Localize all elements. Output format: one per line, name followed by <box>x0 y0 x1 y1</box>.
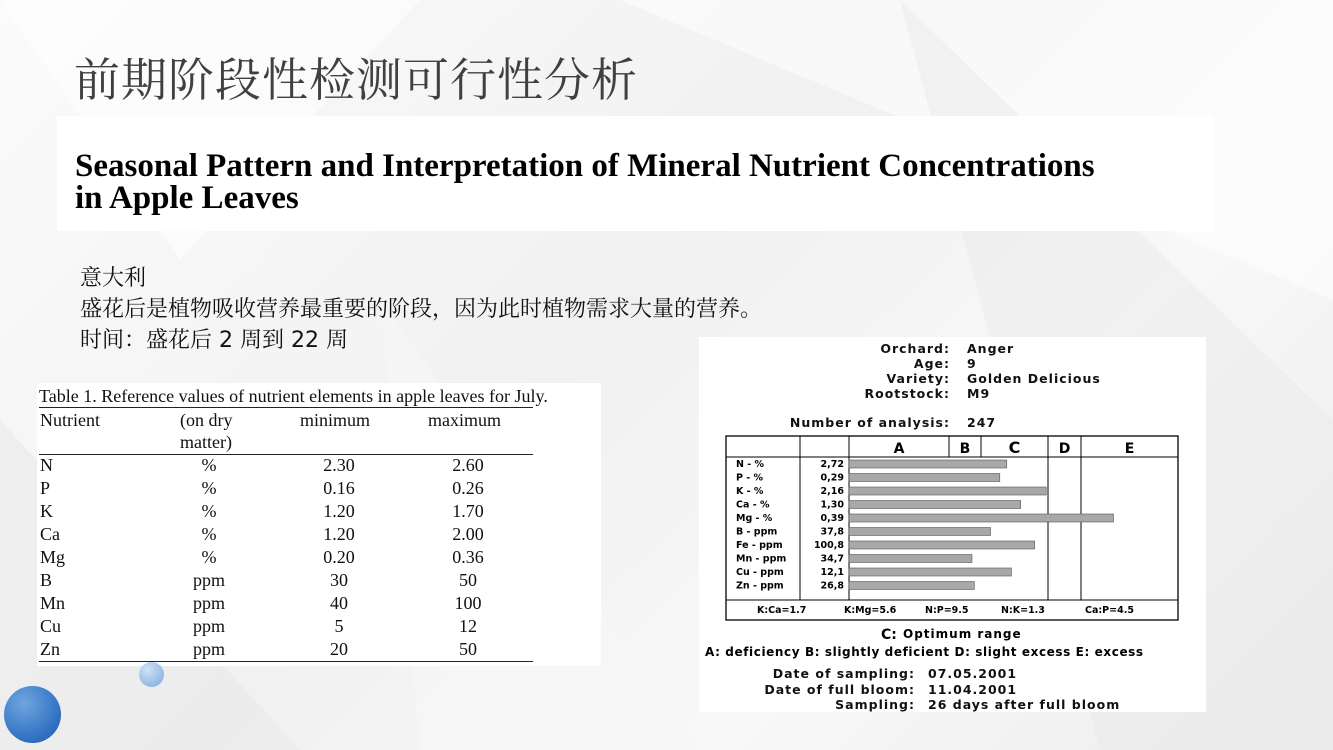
nutrient-value-label: 26,8 <box>820 580 844 592</box>
nutrient-bar <box>849 528 991 536</box>
header-unit-line-1: (on dry <box>180 410 233 430</box>
nutrient-value-label: 2,72 <box>820 459 844 470</box>
header-minimum: minimum <box>300 410 371 430</box>
intro-country: 意大利 <box>80 266 147 291</box>
slide-title: 前期阶段性检测可行性分析 <box>74 53 638 107</box>
cell-nutrient: Mn <box>40 593 66 613</box>
nutrient-value-label: 1,30 <box>820 499 844 511</box>
cell-unit: ppm <box>192 639 226 659</box>
cell-maximum: 2.60 <box>452 455 484 475</box>
nutrient-value-label: 100,8 <box>813 540 844 551</box>
nutrient-label: K - % <box>736 486 764 497</box>
ratio-label: N:K=1.3 <box>1001 605 1045 616</box>
leaf-analysis-chart <box>699 337 1206 712</box>
intro-text <box>80 263 762 356</box>
ratio-label: N:P=9.5 <box>925 605 969 616</box>
cell-maximum: 12 <box>459 616 477 636</box>
table-rule-bottom <box>39 661 533 662</box>
nutrient-bar <box>849 582 974 590</box>
age-label: Age: <box>913 356 950 371</box>
sampling-value: 26 days after full bloom <box>928 697 1121 712</box>
zone-label: D <box>1058 441 1071 457</box>
cell-maximum: 0.36 <box>452 547 484 567</box>
nutrient-value-label: 34,7 <box>820 553 844 565</box>
cell-minimum: 30 <box>330 570 348 590</box>
table-rule-top <box>39 407 533 408</box>
nutrient-label: Zn - ppm <box>736 580 784 592</box>
cell-maximum: 0.26 <box>452 478 484 498</box>
cell-nutrient: Zn <box>40 639 60 659</box>
cell-maximum: 50 <box>459 570 477 590</box>
cell-maximum: 1.70 <box>452 501 484 521</box>
zone-label: E <box>1124 441 1135 457</box>
cell-nutrient: Cu <box>40 616 62 636</box>
cell-unit: % <box>201 478 217 498</box>
cell-nutrient: Mg <box>40 547 66 567</box>
cell-unit: ppm <box>192 570 226 590</box>
rootstock-value: M9 <box>967 386 991 401</box>
ratio-label: K:Ca=1.7 <box>757 605 807 616</box>
nutrient-label: Fe - ppm <box>736 540 783 551</box>
nutrient-bar <box>849 555 972 563</box>
cell-minimum: 2.30 <box>323 455 355 475</box>
cell-minimum: 5 <box>334 616 344 636</box>
table-caption: Table 1. Reference values of nutrient elements in apple leaves for July. <box>39 386 548 406</box>
intro-description: 盛花后是植物吸收营养最重要的阶段，因为此时植物需求大量的营养。 <box>80 297 763 322</box>
nutrient-bar <box>849 501 1021 509</box>
nutrient-bar <box>849 460 1007 468</box>
nutrient-value-label: 12,1 <box>820 567 844 578</box>
zone-label: B <box>959 441 971 457</box>
cell-nutrient: K <box>40 501 53 521</box>
cell-minimum: 0.16 <box>323 478 355 498</box>
nutrient-value-label: 2,16 <box>820 486 844 497</box>
cell-unit: % <box>201 524 217 544</box>
zone-label: A <box>893 441 905 457</box>
sampling-date-label: Date of sampling: <box>772 666 915 681</box>
ratio-label: K:Mg=5.6 <box>844 605 897 616</box>
cell-nutrient: P <box>40 478 51 498</box>
paper-title-line-1: Seasonal Pattern and Interpretation of Mineral Nutrient Concentrations <box>75 148 1095 184</box>
nutrient-bar <box>849 474 1000 482</box>
nutrient-bar <box>849 568 1011 576</box>
cell-nutrient: B <box>40 570 53 590</box>
variety-label: Variety: <box>886 371 950 386</box>
cell-nutrient: Ca <box>40 524 60 544</box>
nutrient-label: P - % <box>736 472 764 484</box>
zone-label: C <box>1008 438 1021 457</box>
header-unit-line-2: matter) <box>180 432 232 452</box>
nutrient-value-label: 0,29 <box>820 472 844 484</box>
decorative-circle-large <box>4 686 61 743</box>
reference-table <box>37 383 601 666</box>
variety-value: Golden Delicious <box>967 371 1101 386</box>
age-value: 9 <box>967 356 977 371</box>
sampling-label: Sampling: <box>835 697 915 712</box>
nutrient-label: Mg - % <box>736 513 773 524</box>
paper-title <box>75 150 1205 214</box>
cell-minimum: 20 <box>330 639 348 659</box>
nutrient-label: Mn - ppm <box>736 553 787 565</box>
cell-unit: % <box>201 455 217 475</box>
nutrient-bar <box>849 514 1113 522</box>
cell-minimum: 0.20 <box>323 547 355 567</box>
nutrient-label: Cu - ppm <box>736 567 784 578</box>
cell-minimum: 1.20 <box>323 501 355 521</box>
nutrient-label: B - ppm <box>736 526 778 538</box>
analysis-count-label: Number of analysis: <box>789 415 950 430</box>
nutrient-value-label: 0,39 <box>820 513 844 524</box>
nutrient-bar <box>849 487 1046 495</box>
header-nutrient: Nutrient <box>40 410 100 430</box>
analysis-count-value: 247 <box>967 415 997 430</box>
intro-time-range: 时间：盛花后 2 周到 22 周 <box>80 328 348 353</box>
paper-title-box <box>57 116 1214 231</box>
decorative-circle-small <box>139 662 164 687</box>
cell-unit: % <box>201 501 217 521</box>
nutrient-bar <box>849 541 1035 549</box>
cell-nutrient: N <box>40 455 53 475</box>
bloom-date-label: Date of full bloom: <box>764 682 915 697</box>
nutrient-label: N - % <box>736 459 765 470</box>
nutrient-value-label: 37,8 <box>820 526 844 538</box>
zone-legend: A: deficiency B: slightly deficient D: slight excess E: excess <box>705 645 1144 659</box>
nutrient-label: Ca - % <box>736 499 770 511</box>
orchard-label: Orchard: <box>880 341 950 356</box>
bloom-date-value: 11.04.2001 <box>928 682 1018 697</box>
cell-minimum: 1.20 <box>323 524 355 544</box>
cell-unit: ppm <box>192 593 226 613</box>
header-maximum: maximum <box>428 410 501 430</box>
cell-minimum: 40 <box>330 593 348 613</box>
paper-title-line-2: in Apple Leaves <box>75 180 299 216</box>
sampling-date-value: 07.05.2001 <box>928 666 1018 681</box>
cell-maximum: 100 <box>454 593 482 613</box>
cell-unit: % <box>201 547 217 567</box>
cell-maximum: 50 <box>459 639 477 659</box>
rootstock-label: Rootstock: <box>864 386 950 401</box>
optimum-label: Optimum range <box>903 627 1022 641</box>
cell-maximum: 2.00 <box>452 524 484 544</box>
orchard-value: Anger <box>967 341 1015 356</box>
ratio-label: Ca:P=4.5 <box>1085 605 1134 616</box>
optimum-key: C: <box>881 627 897 643</box>
cell-unit: ppm <box>192 616 226 636</box>
